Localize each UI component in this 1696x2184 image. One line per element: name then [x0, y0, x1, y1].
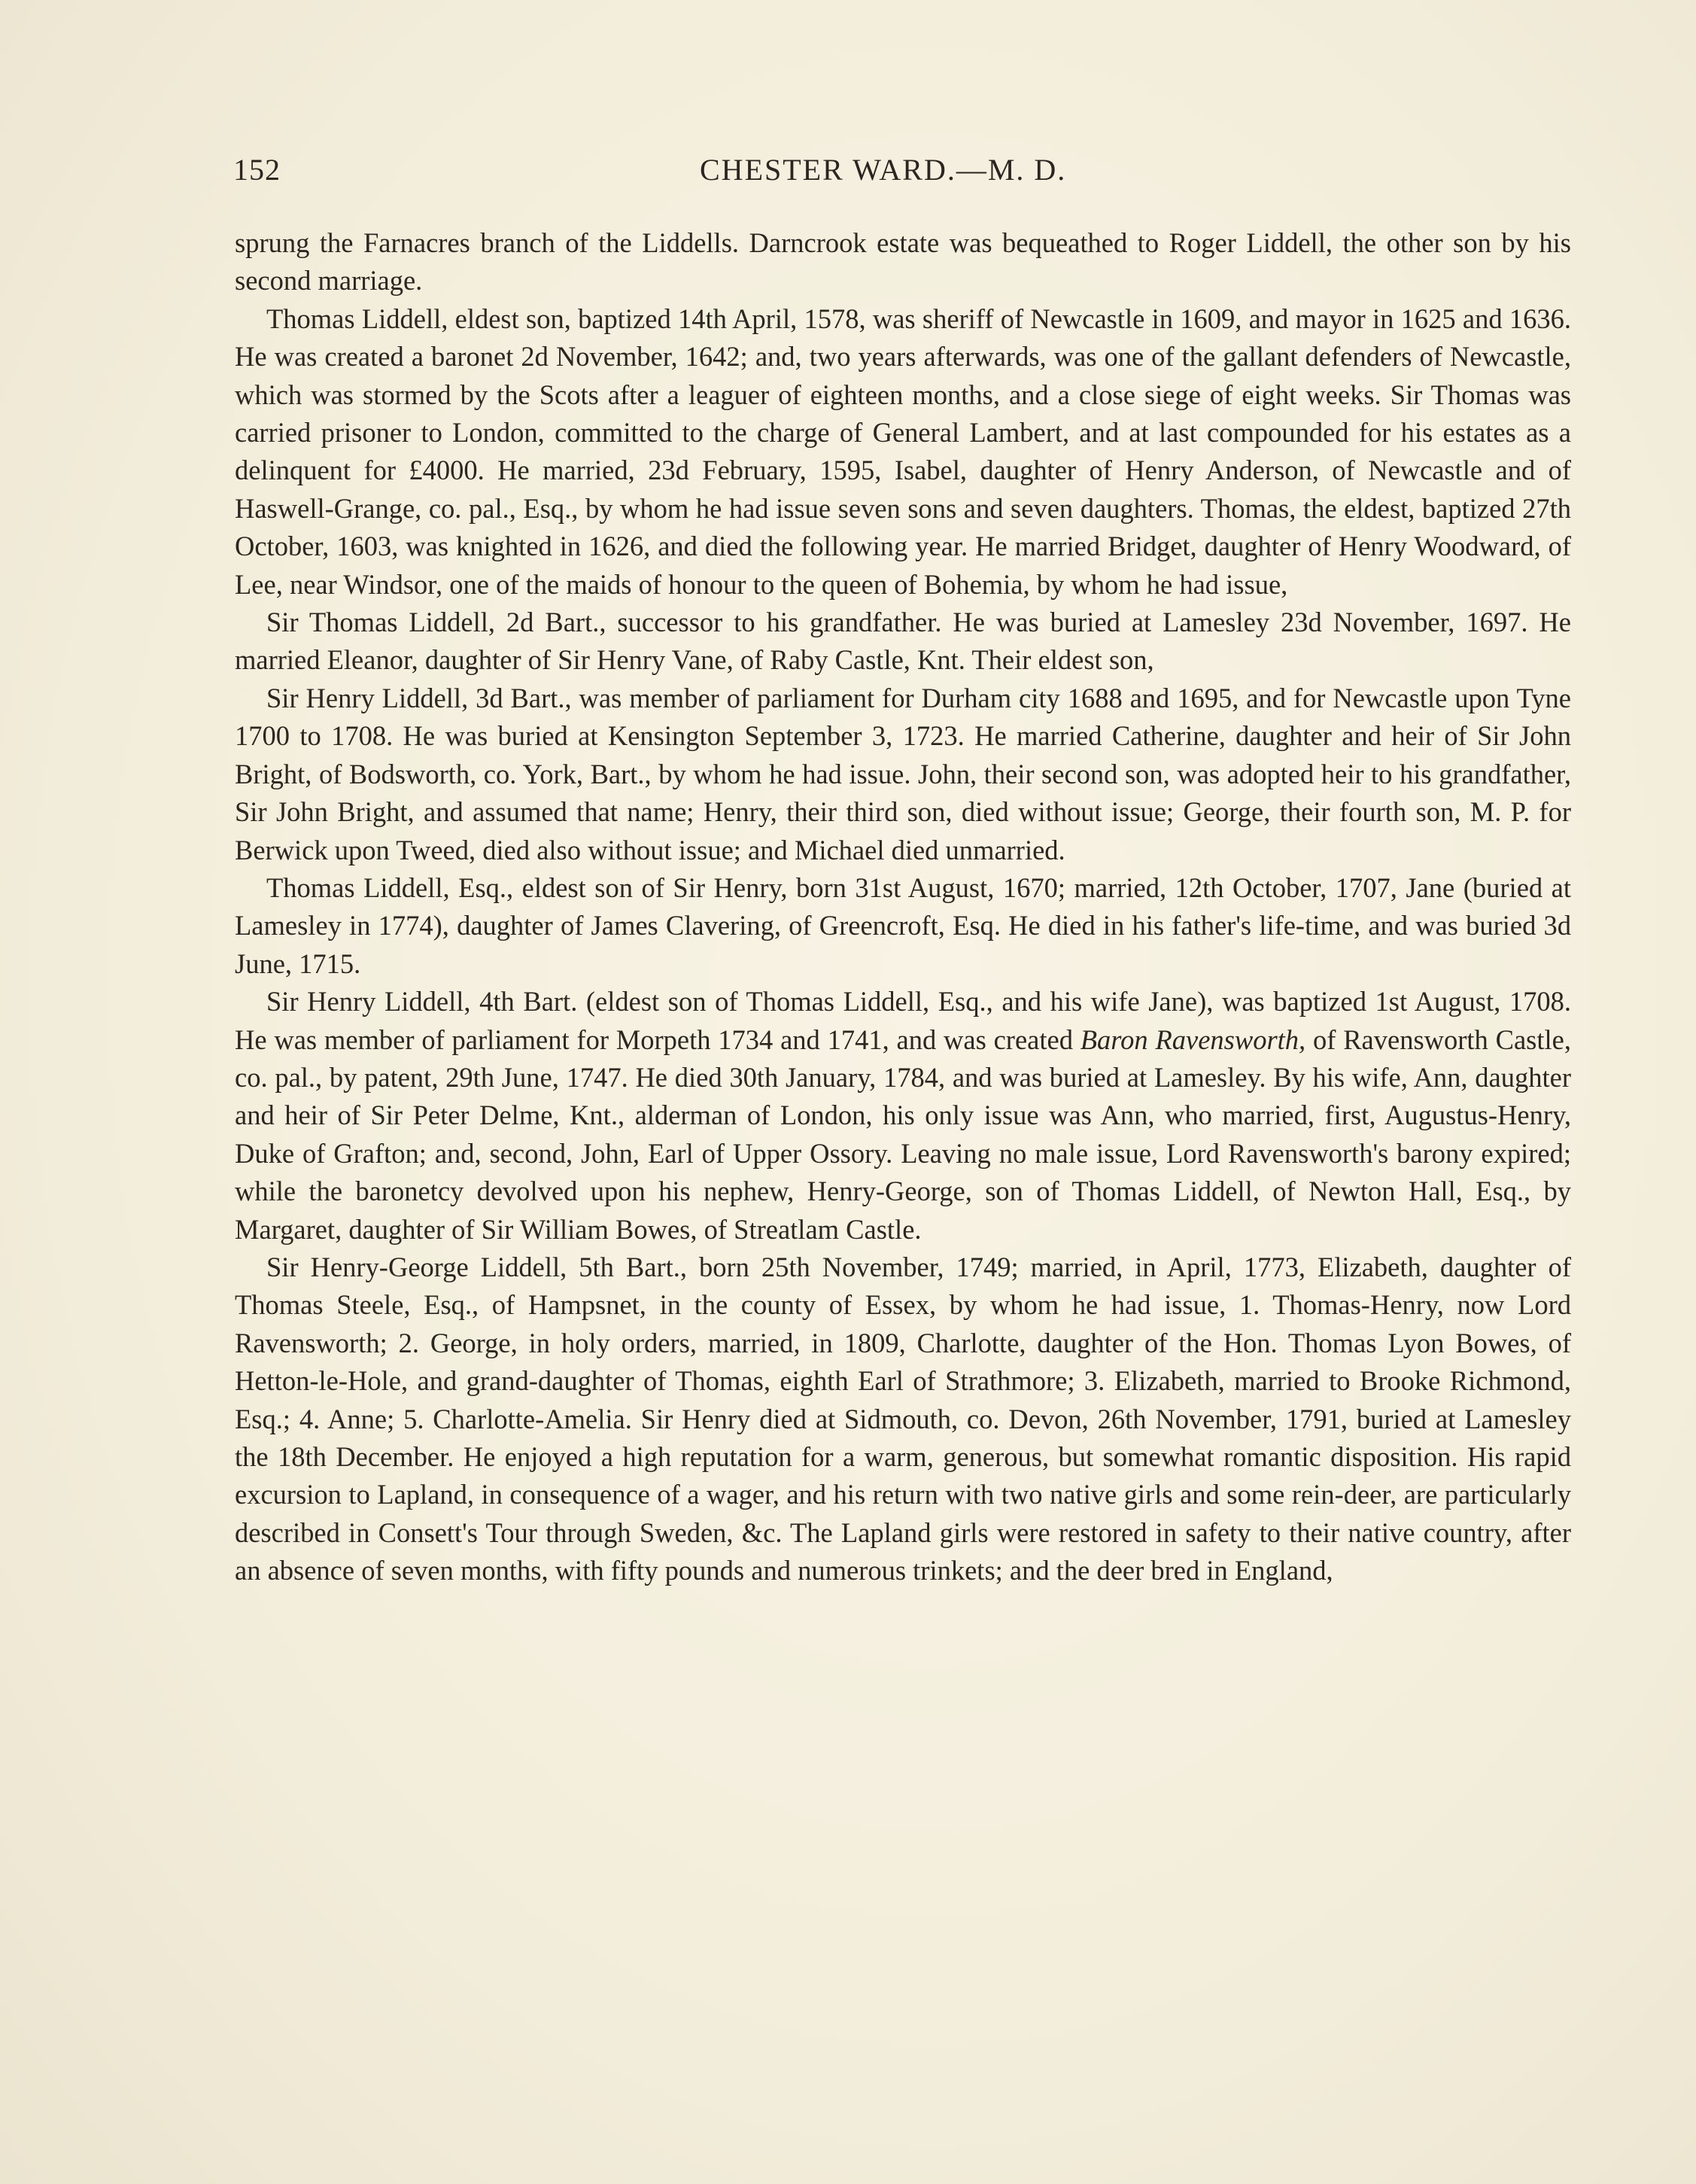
- paragraph-3: Sir Thomas Liddell, 2d Bart., successor to his grandfather. He was buried at Lamesley 23d November, 1697. He married Eleanor, daughter of Sir Henry Vane, of Raby Castle, Knt. Their eldest son,: [235, 607, 1571, 676]
- paragraph-4: Sir Henry Liddell, 3d Bart., was member of parliament for Durham city 1688 and 1695, and for Newcastle upon Tyne 1700 to 1708. He was buried at Kensington September 3, 1723. He married Catherine, daughter and heir of Sir John Bright, of Bodsworth, co. York, Bart., by whom he had issue. John, their second son, was adopted heir to his grandfather, Sir John Bright, and assumed that name; Henry, their third son, died without issue; George, their fourth son, M. P. for Berwick upon Tweed, died also without issue; and Michael died unmarried.: [235, 682, 1571, 865]
- paragraph-6-end: of Ravensworth Castle, co. pal., by patent, 29th June, 1747. He died 30th January, 1784, and was buried at Lamesley. By his wife, Ann, daughter and heir of Sir Peter Delme, Knt., alderman of London, his only issue was Ann, who married, first, Augustus-Henry, Duke of Grafton; and, second, John, Earl of Upper Ossory. Leaving no male issue, Lord Ravensworth's barony expired; while the baronetcy devolved upon his nephew, Henry-George, son of Thomas Liddell, of Newton Hall, Esq., by Margaret, daughter of Sir William Bowes, of Streatlam Castle.: [235, 1024, 1571, 1245]
- paragraph-7: Sir Henry-George Liddell, 5th Bart., born 25th November, 1749; married, in April, 1773, Elizabeth, daughter of Thomas Steele, Esq., of Hampsnet, in the county of Essex, by whom he had issue, 1. Thomas-Henry, now Lord Ravensworth; 2. George, in holy orders, married, in 1809, Charlotte, daughter of the Hon. Thomas Lyon Bowes, of Hetton-le-Hole, and grand-daughter of Thomas, eighth Earl of Strathmore; 3. Elizabeth, married to Brooke Richmond, Esq.; 4. Anne; 5. Charlotte-Amelia. Sir Henry died at Sidmouth, co. Devon, 26th November, 1791, buried at Lamesley the 18th December. He enjoyed a high reputation for a warm, generous, but somewhat romantic disposition. His rapid excursion to Lapland, in consequence of a wager, and his return with two native girls and some rein-deer, are particularly described in Consett's Tour through Sweden, &c. The Lapland girls were restored in safety to their native country, after an absence of seven months, with fifty pounds and numerous trinkets; and the deer bred in England,: [235, 1251, 1571, 1586]
- paragraph-5: Thomas Liddell, Esq., eldest son of Sir Henry, born 31st August, 1670; married, 12th October, 1707, Jane (buried at Lamesley in 1774), daughter of James Clavering, of Greencroft, Esq. He died in his father's life-time, and was buried 3d June, 1715.: [235, 871, 1571, 979]
- paragraph-2: Thomas Liddell, eldest son, baptized 14th April, 1578, was sheriff of Newcastle in 1609, and mayor in 1625 and 1636. He was created a baronet 2d November, 1642; and, two years afterwards, was one of the gallant defenders of Newcastle, which was stormed by the Scots after a leaguer of eighteen months, and a close siege of eight weeks. Sir Thomas was carried prisoner to London, committed to the charge of General Lambert, and at last compounded for his estates as a delinquent for £4000. He married, 23d February, 1595, Isabel, daughter of Henry Anderson, of Newcastle and of Haswell-Grange, co. pal., Esq., by whom he had issue seven sons and seven daughters. Thomas, the eldest, baptized 27th October, 1603, was knighted in 1626, and died the following year. He married Bridget, daughter of Henry Woodward, of Lee, near Windsor, one of the maids of honour to the queen of Bohemia, by whom he had issue,: [235, 303, 1571, 600]
- title-baron-ravensworth: Baron Ravensworth,: [1080, 1024, 1306, 1055]
- paragraph-6-start: Sir Henry Liddell, 4th Bart. (eldest son of Thomas Liddell, Esq., and his wife Jane), was baptized 1st August, 1708. He was member of parliament for Morpeth 1734 and 1741, and was created: [235, 986, 1571, 1055]
- paragraph-6: [235, 983, 1571, 1249]
- paragraph-1: sprung the Farnacres branch of the Liddells. Darncrook estate was bequeathed to Roger Liddell, the other son by his second marriage.: [235, 227, 1571, 297]
- running-head: CHESTER WARD.—M. D.: [700, 153, 1067, 187]
- page-number: 152: [233, 153, 281, 187]
- body-text: [235, 224, 1571, 1590]
- page-header: [233, 152, 1573, 197]
